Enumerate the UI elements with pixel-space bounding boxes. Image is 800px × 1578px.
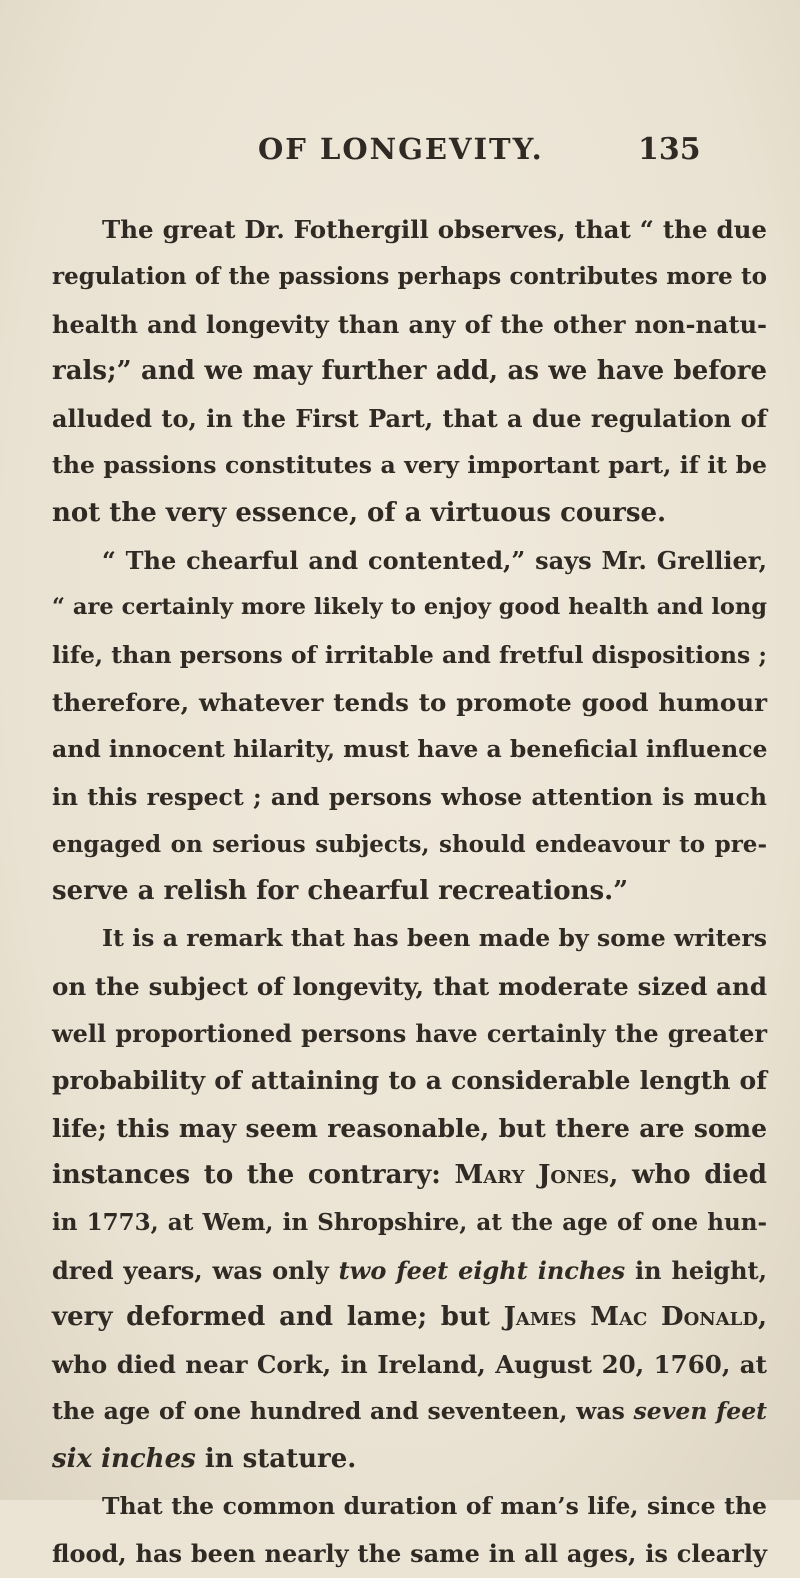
text-line [52,774,767,821]
text-run: The great Dr. Fothergill observes, that “ the due [102,215,767,244]
text-run: probability of attaining to a considerable length of [52,1066,767,1096]
text-line [52,821,767,868]
text-line [52,1341,767,1388]
text-run: regulation of the passions perhaps contributes more to [52,263,767,291]
text-run: serve a relish for chearful recreations.” [52,876,629,907]
text-run: life; this may seem reasonable, but there are some [52,1113,767,1143]
text-run: , [757,1301,767,1332]
text-line [52,490,767,537]
text-line [52,632,767,679]
text-line [52,1199,767,1246]
text-line [52,301,767,348]
small-caps-name: James Mac Donald [503,1301,758,1332]
text-line [52,253,767,300]
text-line [52,1436,767,1483]
text-run: very deformed and lame; but [52,1301,504,1332]
text-line [52,584,767,631]
text-run: well proportioned persons have certainly the greater [52,1019,767,1049]
text-run: flood, has been nearly the same in all ages, is clearly [52,1539,767,1569]
text-run: That the common duration of man’s life, since the [102,1492,767,1521]
text-line [52,1530,767,1577]
text-run: It is a remark that has been made by some writers [102,924,767,953]
text-run: therefore, whatever tends to promote good humour [52,687,767,717]
text-line [52,963,767,1010]
text-line [52,1010,767,1057]
text-run: life, than persons of irritable and fretful dispositions ; [52,640,768,669]
text-line [52,1483,767,1530]
text-line [52,868,767,915]
text-run: “ The chearful and contented,” says Mr. Grellier, [102,546,767,576]
italic-text: seven feet [633,1397,768,1426]
text-run: health and longevity than any of the other non-natu- [52,309,767,339]
text-run: in 1773, at Wem, in Shropshire, at the age of one hun- [52,1209,767,1237]
text-run: the age of one hundred and seventeen, was [52,1397,634,1426]
text-line [52,206,767,253]
text-line [52,1152,767,1199]
text-line [52,915,767,962]
text-line [52,1388,767,1435]
text-line [52,726,767,773]
text-run: and innocent hilarity, must have a beneficial influence [52,735,768,764]
italic-text: two feet eight inches [338,1255,626,1285]
text-line [52,395,767,442]
text-line [52,348,767,395]
text-line [52,537,767,584]
text-run: , who died [609,1159,767,1190]
text-run: instances to the contrary: [52,1159,455,1190]
text-run: alluded to, in the First Part, that a due regulation of [52,404,767,434]
running-head: OF LONGEVITY. [258,132,544,166]
text-line [52,1057,767,1104]
text-line [52,1247,767,1294]
text-run: in stature. [195,1443,357,1474]
text-line [52,679,767,726]
body-text [52,206,767,1578]
text-run: who died near Cork, in Ireland, August 20, 1760, at [52,1350,767,1380]
text-run: in this respect ; and persons whose attention is much [52,782,767,811]
text-run: the passions constitutes a very important part, if it be [52,451,767,480]
small-caps-name: Mary Jones [454,1159,610,1190]
text-run: “ are certainly more likely to enjoy good health and long [52,594,767,621]
text-line [52,1105,767,1152]
text-run: rals;” and we may further add, as we have before [52,355,767,386]
text-line [52,1294,767,1341]
text-run: engaged on serious subjects, should endeavour to pre- [52,830,767,858]
text-run: on the subject of longevity, that moderate sized and [52,971,767,1001]
italic-text: six inches [52,1443,196,1474]
page-header [0,132,800,182]
page-number: 135 [638,132,701,167]
text-run: dred years, was only [52,1255,339,1285]
text-run: not the very essence, of a virtuous course. [52,497,667,528]
text-run: in height, [625,1255,767,1285]
text-line [52,442,767,489]
